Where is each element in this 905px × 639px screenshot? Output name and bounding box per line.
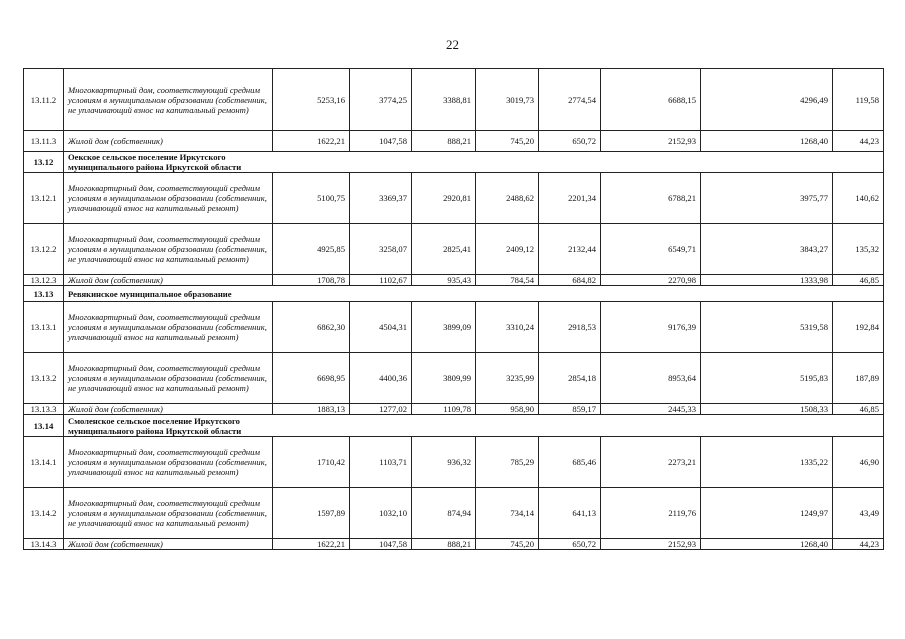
value-cell: 5100,75 xyxy=(273,173,350,224)
value-cell: 43,49 xyxy=(833,488,884,539)
value-cell: 1335,22 xyxy=(701,437,833,488)
value-cell: 1032,10 xyxy=(350,488,412,539)
value-cell: 650,72 xyxy=(539,539,601,550)
value-cell: 1268,40 xyxy=(701,131,833,152)
value-cell: 2152,93 xyxy=(601,131,701,152)
value-cell: 5319,58 xyxy=(701,302,833,353)
value-cell: 135,32 xyxy=(833,224,884,275)
section-code: 13.12 xyxy=(24,152,64,173)
table-row xyxy=(24,224,884,275)
value-cell: 44,23 xyxy=(833,131,884,152)
value-cell: 1508,33 xyxy=(701,404,833,415)
value-cell: 3310,24 xyxy=(476,302,539,353)
value-cell: 935,43 xyxy=(412,275,476,286)
table-row xyxy=(24,275,884,286)
table-row xyxy=(24,131,884,152)
value-cell: 6549,71 xyxy=(601,224,701,275)
value-cell: 2273,21 xyxy=(601,437,701,488)
value-cell: 936,32 xyxy=(412,437,476,488)
value-cell: 1883,13 xyxy=(273,404,350,415)
value-cell: 4400,36 xyxy=(350,353,412,404)
value-cell: 192,84 xyxy=(833,302,884,353)
value-cell: 874,94 xyxy=(412,488,476,539)
value-cell: 1102,67 xyxy=(350,275,412,286)
value-cell: 6862,30 xyxy=(273,302,350,353)
section-code: 13.13 xyxy=(24,286,64,302)
value-cell: 3369,37 xyxy=(350,173,412,224)
page-number: 22 xyxy=(446,37,459,52)
value-cell: 3019,73 xyxy=(476,69,539,131)
value-cell: 46,85 xyxy=(833,275,884,286)
value-cell: 2825,41 xyxy=(412,224,476,275)
table-row xyxy=(24,302,884,353)
value-cell: 650,72 xyxy=(539,131,601,152)
value-cell: 2152,93 xyxy=(601,539,701,550)
value-cell: 1047,58 xyxy=(350,131,412,152)
value-cell: 2445,33 xyxy=(601,404,701,415)
value-cell: 1047,58 xyxy=(350,539,412,550)
value-cell: 684,82 xyxy=(539,275,601,286)
value-cell: 888,21 xyxy=(412,131,476,152)
row-description: Многоквартирный дом, соответствующий средним условиям в муниципальном образовании (собственник, уплачивающий взнос на капитальный ремонт) xyxy=(64,437,273,488)
value-cell: 3809,99 xyxy=(412,353,476,404)
table-row xyxy=(24,437,884,488)
value-cell: 4925,85 xyxy=(273,224,350,275)
value-cell: 1103,71 xyxy=(350,437,412,488)
section-row xyxy=(24,415,884,437)
value-cell: 1622,21 xyxy=(273,131,350,152)
value-cell: 46,85 xyxy=(833,404,884,415)
table-row xyxy=(24,404,884,415)
value-cell: 3899,09 xyxy=(412,302,476,353)
section-title: Оекское сельское поселение Иркутского муниципального района Иркутской области xyxy=(64,152,884,173)
value-cell: 3774,25 xyxy=(350,69,412,131)
row-code: 13.12.2 xyxy=(24,224,64,275)
value-cell: 3388,81 xyxy=(412,69,476,131)
value-cell: 44,23 xyxy=(833,539,884,550)
value-cell: 46,90 xyxy=(833,437,884,488)
value-cell: 4296,49 xyxy=(701,69,833,131)
value-cell: 2918,53 xyxy=(539,302,601,353)
row-code: 13.14.2 xyxy=(24,488,64,539)
value-cell: 6688,15 xyxy=(601,69,701,131)
value-cell: 641,13 xyxy=(539,488,601,539)
row-code: 13.11.2 xyxy=(24,69,64,131)
value-cell: 1249,97 xyxy=(701,488,833,539)
value-cell: 2488,62 xyxy=(476,173,539,224)
row-description: Многоквартирный дом, соответствующий средним условиям в муниципальном образовании (собственник, уплачивающий взнос на капитальный ремонт) xyxy=(64,302,273,353)
section-title: Смоленское сельское поселение Иркутского муниципального района Иркутской области xyxy=(64,415,884,437)
value-cell: 119,58 xyxy=(833,69,884,131)
row-description: Многоквартирный дом, соответствующий средним условиям в муниципальном образовании (собственник, не уплачивающий взнос на капитальный ремонт) xyxy=(64,224,273,275)
value-cell: 1277,02 xyxy=(350,404,412,415)
value-cell: 1109,78 xyxy=(412,404,476,415)
value-cell: 2132,44 xyxy=(539,224,601,275)
value-cell: 6698,95 xyxy=(273,353,350,404)
table-row xyxy=(24,353,884,404)
value-cell: 784,54 xyxy=(476,275,539,286)
tariff-table xyxy=(23,68,884,550)
value-cell: 785,29 xyxy=(476,437,539,488)
table-row xyxy=(24,488,884,539)
row-description: Многоквартирный дом, соответствующий средним условиям в муниципальном образовании (собственник, не уплачивающий взнос на капитальный ремонт) xyxy=(64,353,273,404)
value-cell: 2854,18 xyxy=(539,353,601,404)
row-code: 13.13.1 xyxy=(24,302,64,353)
value-cell: 958,90 xyxy=(476,404,539,415)
value-cell: 745,20 xyxy=(476,131,539,152)
table-row xyxy=(24,539,884,550)
value-cell: 1333,98 xyxy=(701,275,833,286)
section-row xyxy=(24,152,884,173)
row-code: 13.11.3 xyxy=(24,131,64,152)
table-row xyxy=(24,173,884,224)
value-cell: 3843,27 xyxy=(701,224,833,275)
value-cell: 3258,07 xyxy=(350,224,412,275)
value-cell: 734,14 xyxy=(476,488,539,539)
value-cell: 1268,40 xyxy=(701,539,833,550)
value-cell: 685,46 xyxy=(539,437,601,488)
value-cell: 187,89 xyxy=(833,353,884,404)
row-code: 13.12.1 xyxy=(24,173,64,224)
row-description: Жилой дом (собственник) xyxy=(64,131,273,152)
value-cell: 4504,31 xyxy=(350,302,412,353)
value-cell: 2119,76 xyxy=(601,488,701,539)
value-cell: 5253,16 xyxy=(273,69,350,131)
row-code: 13.12.3 xyxy=(24,275,64,286)
value-cell: 2270,98 xyxy=(601,275,701,286)
value-cell: 2201,34 xyxy=(539,173,601,224)
row-description: Жилой дом (собственник) xyxy=(64,539,273,550)
row-code: 13.13.2 xyxy=(24,353,64,404)
value-cell: 1622,21 xyxy=(273,539,350,550)
value-cell: 1708,78 xyxy=(273,275,350,286)
row-description: Многоквартирный дом, соответствующий средним условиям в муниципальном образовании (собственник, не уплачивающий взнос на капитальный ремонт) xyxy=(64,488,273,539)
row-description: Жилой дом (собственник) xyxy=(64,275,273,286)
value-cell: 888,21 xyxy=(412,539,476,550)
row-code: 13.14.1 xyxy=(24,437,64,488)
value-cell: 8953,64 xyxy=(601,353,701,404)
section-row xyxy=(24,286,884,302)
value-cell: 745,20 xyxy=(476,539,539,550)
row-description: Многоквартирный дом, соответствующий средним условиям в муниципальном образовании (собственник, уплачивающий взнос на капитальный ремонт) xyxy=(64,173,273,224)
section-title: Ревякинское муниципальное образование xyxy=(64,286,884,302)
value-cell: 2774,54 xyxy=(539,69,601,131)
row-description: Многоквартирный дом, соответствующий средним условиям в муниципальном образовании (собственник, не уплачивающий взнос на капитальный ремонт) xyxy=(64,69,273,131)
value-cell: 2409,12 xyxy=(476,224,539,275)
value-cell: 9176,39 xyxy=(601,302,701,353)
row-description: Жилой дом (собственник) xyxy=(64,404,273,415)
value-cell: 2920,81 xyxy=(412,173,476,224)
value-cell: 6788,21 xyxy=(601,173,701,224)
value-cell: 1710,42 xyxy=(273,437,350,488)
value-cell: 3975,77 xyxy=(701,173,833,224)
row-code: 13.13.3 xyxy=(24,404,64,415)
value-cell: 5195,83 xyxy=(701,353,833,404)
value-cell: 140,62 xyxy=(833,173,884,224)
value-cell: 1597,89 xyxy=(273,488,350,539)
row-code: 13.14.3 xyxy=(24,539,64,550)
table-row xyxy=(24,69,884,131)
value-cell: 3235,99 xyxy=(476,353,539,404)
section-code: 13.14 xyxy=(24,415,64,437)
value-cell: 859,17 xyxy=(539,404,601,415)
